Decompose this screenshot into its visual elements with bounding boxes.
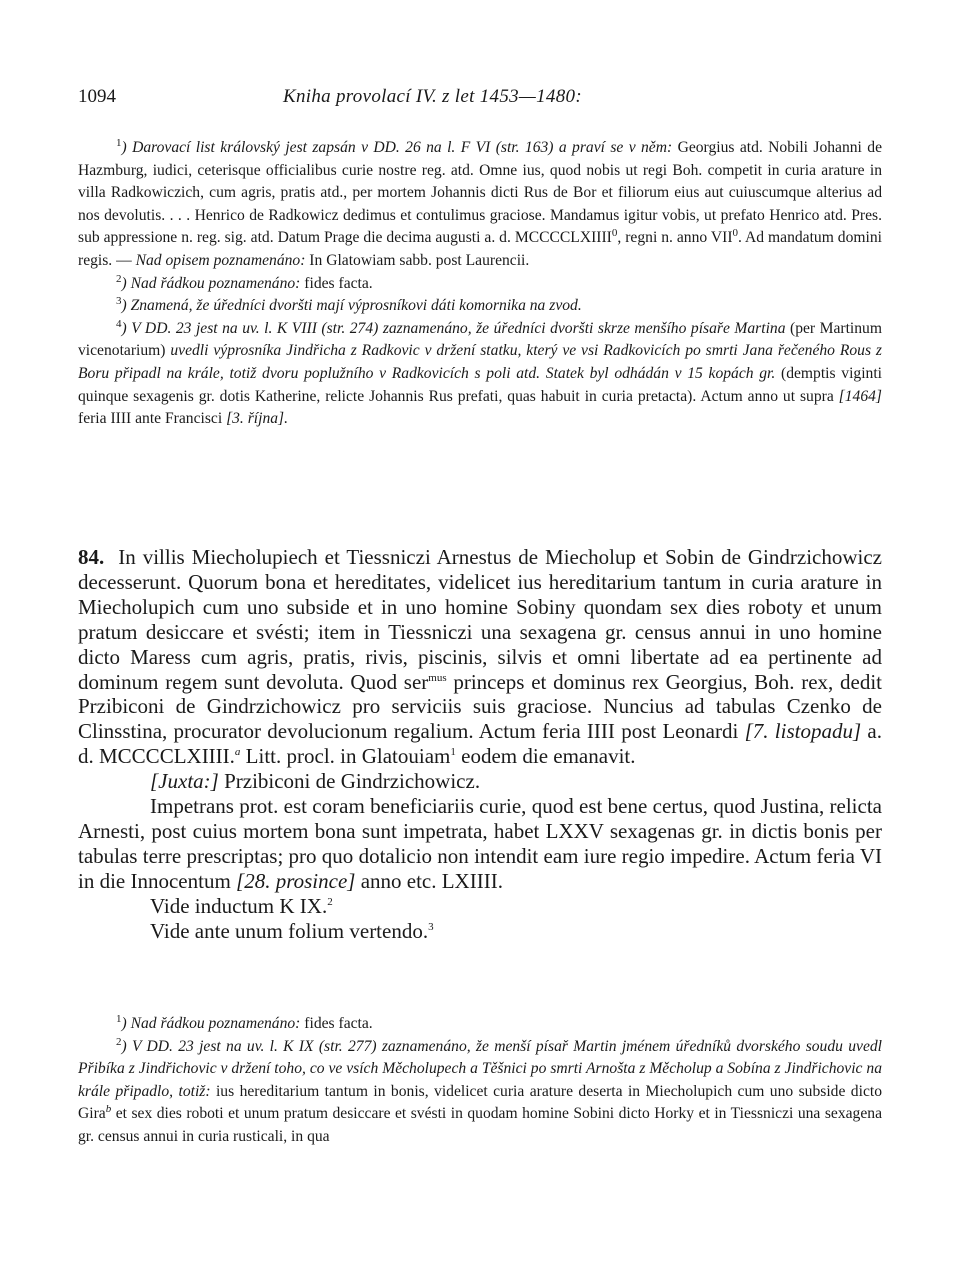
footnote-marker: 2 [116,272,122,285]
footnote-1 [78,1013,882,1036]
footnote-text: fides facta. [300,1015,373,1032]
entry-text: princeps et dominus rex Georgius, Boh. rex, dedit Przibiconi de Gindrzichowicz pro serviciis suis graciose. Nuncius ad tabulas Czenko de Clinsstina, procurator devolucionum regalium. Actum feria IIII post Leonardi [78,669,882,744]
footnote-text: Georgius atd. Nobili Johanni de Hazmburg, iudici, ceterisque officialibus curie nostre reg. atd. Omne ius, quod nobis ut regi Boh. competit in curia arature in villa Radkowiczich, cum agris, pratis atd., per mortem Johannis dicti Rus de Bor et filiorum eius aut cuiuscumque alterius ad nos devolutis. . . . Henrico de Radkowicz dedimus et contulimus graciose. Mandamus igitur vobis, ut prefato Henrico atd. Pres. sub appressione n. reg. sig. atd. Datum Prage die decima augusti a. d. MCCCCLXIIII [78,139,882,247]
footnotes-top [78,137,882,431]
footnote-2 [78,1036,882,1149]
entry-text: a. d. MCCCCLXIIII. [78,719,882,769]
entry-paragraph [78,894,882,919]
entry-paragraph [78,919,882,944]
entry-text: Vide ante unum folium vertendo. [150,918,429,943]
footnote-marker: 1 [116,1012,122,1025]
entry-84 [78,545,882,944]
footnote-czech: ) V DD. 23 jest na uv. l. K IX (str. 277) zaznamenáno, že menší písař Martin jménem úředníků dvorského soudu uvedl Přibíka z Jindřichovic v držení toho, co ve vsích Měcholupech a Těšnici po smrti Arnošta z Měcholup a Sobína z Jindřichovic na krále připadlo, totiž: [78,1037,882,1100]
footnote-text: In Glatowiam sabb. post Laurencii. [305,251,530,269]
footnote-marker: 2 [116,1035,122,1048]
footnote-czech: Nad opisem poznamenáno: [135,251,306,269]
entry-text: In villis Miecholupiech et Tiessniczi Arnestus de Miecholup et Sobin de Gindrzichowicz decesserunt. Quorum bona et hereditates, videlicet ius hereditarium tantum in curia arature in Miecholupich cum uno subside et in uno homine Sobiny quondam sex dies roboty et unum pratum desiccare et svésti; item in Tiessniczi una sexagena gr. census annui in uno homine dicto Maress cum agris, pratis, rivis, piscinis, silvis et omni libertate ad ea pertinente ad dominum regem sunt devoluta. Quod ser [78,545,882,694]
entry-text: anno etc. LXIIII. [355,868,503,893]
superscript: a [234,746,241,759]
superscript: mus [428,671,447,684]
footnote-marker: 3 [116,294,122,307]
footnote-czech: ) V DD. 23 jest na uv. l. K VIII (str. 274) zaznamenáno, že úředníci dvoršti skrze menšího písaře Martina [121,319,786,337]
entry-paragraph [78,545,882,769]
footnote-date: [3. října]. [226,410,289,428]
juxta-label: [Juxta:] [150,769,219,794]
superscript: b [105,1103,112,1116]
footnote-1 [78,137,882,273]
footnote-marker: 1 [116,136,122,149]
entry-date: [7. listopadu] [744,719,862,744]
running-title: Kniha provolací IV. z let 1453—1480: [283,86,582,107]
entry-text: Litt. procl. in Glatouiam [240,744,451,769]
footnote-marker: 4 [116,317,122,330]
page-number: 1094 [78,86,116,107]
superscript: 3 [428,920,434,933]
entry-text: Impetrans prot. est coram beneficiariis curie, quod est bene certus, quod Justina, relicta Arnesti, post cuius mortem bona sunt impetrata, habet LXXV sexagenas gr. in dictis bonis per tabulas terre prescriptas; pro quo dotalicio non intendit eam iure regio impedire. Actum feria VI in die Innocentum [78,794,882,893]
entry-text: eodem die emanavit. [455,744,636,769]
entry-number: 84. [78,545,105,569]
footnote-text: feria IIII ante Francisci [78,410,227,428]
footnote-3 [78,295,882,318]
footnote-czech: ) Darovací list královský jest zapsán v DD. 26 na l. F VI (str. 163) a praví se v něm: [121,139,678,156]
entry-paragraph [78,794,882,894]
superscript: 0 [611,227,618,240]
footnote-text: . Ad mandatum domini regis. — [78,229,882,269]
footnote-text: (per Martinum vicenotarium) [78,319,882,360]
entry-text: Vide inductum K IX. [150,893,328,918]
footnote-czech: ) Znamená, že úředníci dvoršti mají výprosníkovi dáti komornika na zvod. [121,297,582,315]
footnote-2 [78,273,882,296]
entry-text: Przibiconi de Gindrzichowicz. [218,769,481,794]
footnote-date: [1464] [838,387,882,405]
footnote-text: (demptis viginti quinque sexagenis gr. dotis Katherine, relicte Johannis Rus prefati, quas habuit in curia pretacta). Actum anno ut supra [78,364,882,405]
footnote-czech: uvedli výprosníka Jindřicha z Radkovic v držení statku, který ve vsi Radkovicích po smrti Jana řečeného Rous z Boru připadl na krále, totiž dvoru poplužního v Radkovicích s poli atd. Statek byl odhádán v 15 kopách gr. [78,342,882,382]
footnote-text: ius hereditarium tantum in bonis, videlicet curia arature deserta in Miecholupich cum uno subside dicto Gira [78,1082,882,1123]
footnote-text: fides facta. [300,274,373,292]
footnote-text: , regni n. anno VII [617,229,733,247]
page-header [78,86,882,112]
superscript: 0 [732,227,739,240]
footnote-czech: ) Nad řádkou poznamenáno: [121,1015,301,1032]
footnotes-bottom [78,1013,882,1149]
superscript: 1 [450,746,456,759]
entry-paragraph [78,769,882,794]
footnote-4 [78,318,882,431]
superscript: 2 [327,895,333,908]
entry-date: [28. prosince] [236,868,356,893]
footnote-czech: ) Nad řádkou poznamenáno: [121,274,301,292]
footnote-text: et sex dies roboti et unum pratum desiccare et svésti in quodam homine Sobini dicto Horky et in Tiessniczi una sexagena gr. census annui in curia rusticali, in qua [78,1105,882,1145]
